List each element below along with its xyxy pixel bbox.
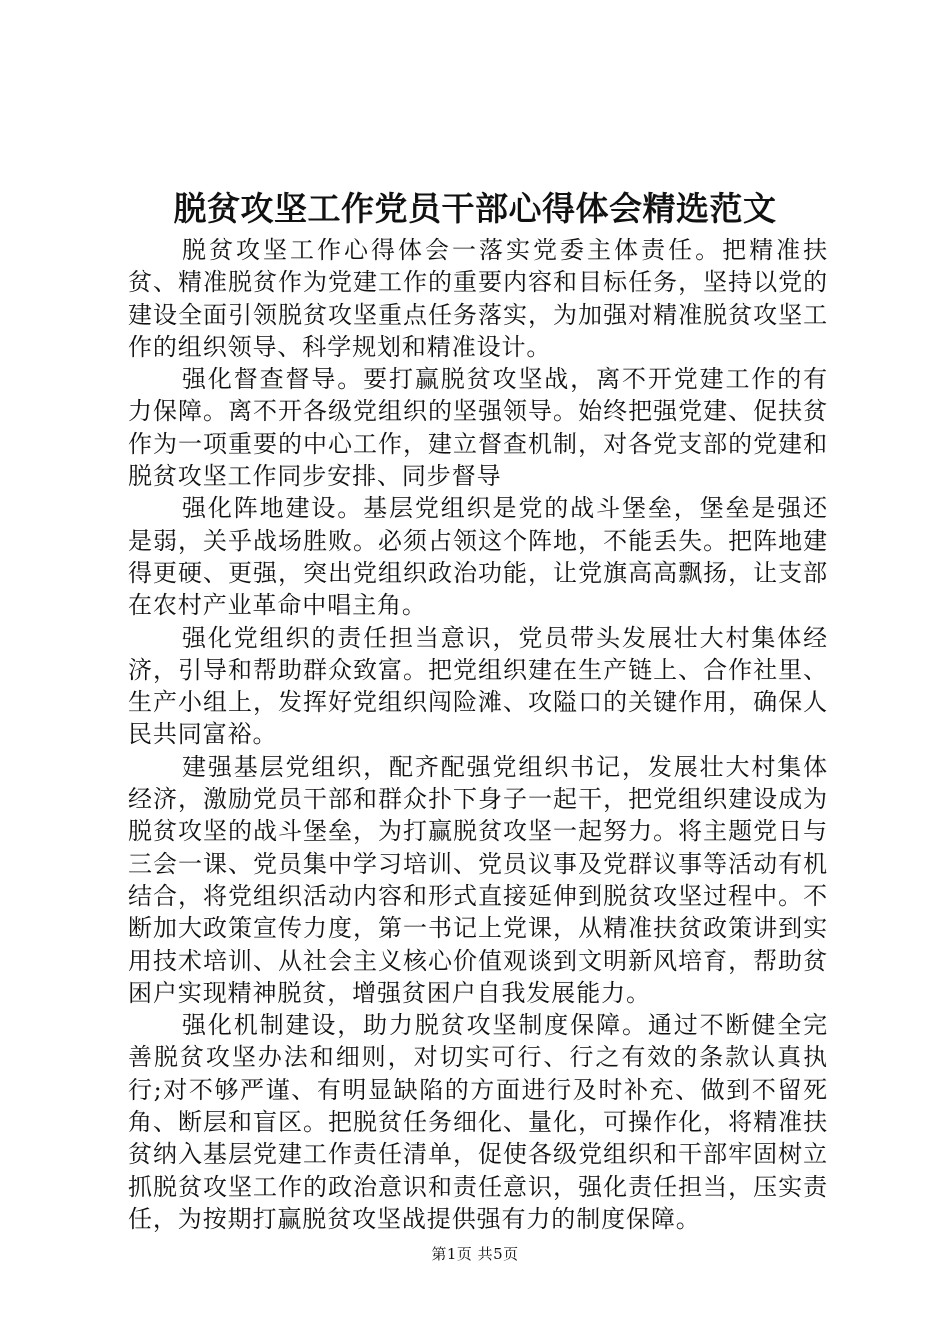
- page-footer: 第1页 共5页: [431, 1245, 519, 1263]
- paragraph: 强化督查督导。要打赢脱贫攻坚战，离不开党建工作的有力保障。离不开各级党组织的坚强领导。始终把强党建、促扶贫作为一项重要的中心工作，建立督查机制，对各党支部的党建和脱贫攻坚工作同步安排、同步督导: [128, 365, 828, 491]
- paragraph: 建强基层党组织，配齐配强党组织书记，发展壮大村集体经济，激励党员干部和群众扑下身子一起干，把党组织建设成为脱贫攻坚的战斗堡垒，为打赢脱贫攻坚一起努力。将主题党日与三会一课、党员集中学习培训、党员议事及党群议事等活动有机结合，将党组织活动内容和形式直接延伸到脱贫攻坚过程中。不断加大政策宣传力度，第一书记上党课，从精准扶贫政策讲到实用技术培训、从社会主义核心价值观谈到文明新风培育，帮助贫困户实现精神脱贫，增强贫困户自我发展能力。: [128, 752, 828, 1007]
- paragraph: 脱贫攻坚工作心得体会一落实党委主体责任。把精准扶贫、精准脱贫作为党建工作的重要内容和目标任务，坚持以党的建设全面引领脱贫攻坚重点任务落实，为加强对精准脱贫攻坚工作的组织领导、科学规划和精准设计。: [128, 236, 828, 361]
- paragraph: 强化机制建设，助力脱贫攻坚制度保障。通过不断健全完善脱贫攻坚办法和细则，对切实可行、行之有效的条款认真执行;对不够严谨、有明显缺陷的方面进行及时补充、做到不留死角、断层和盲区。把脱贫任务细化、量化，可操作化，将精准扶贫纳入基层党建工作责任清单，促使各级党组织和干部牢固树立抓脱贫攻坚工作的政治意识和责任意识，强化责任担当，压实责任，为按期打赢脱贫攻坚战提供强有力的制度保障。: [128, 1011, 828, 1233]
- document-body: [128, 234, 828, 1235]
- document-title: 脱贫攻坚工作党员干部心得体会精选范文: [173, 189, 777, 228]
- paragraph: 强化阵地建设。基层党组织是党的战斗堡垒，堡垒是强还是弱，关乎战场胜败。必须占领这个阵地，不能丢失。把阵地建得更硬、更强，突出党组织政治功能，让党旗高高飘扬，让支部在农村产业革命中唱主角。: [128, 494, 828, 620]
- paragraph: 强化党组织的责任担当意识，党员带头发展壮大村集体经济，引导和帮助群众致富。把党组织建在生产链上、合作社里、生产小组上，发挥好党组织闯险滩、攻隘口的关键作用，确保人民共同富裕。: [128, 623, 828, 749]
